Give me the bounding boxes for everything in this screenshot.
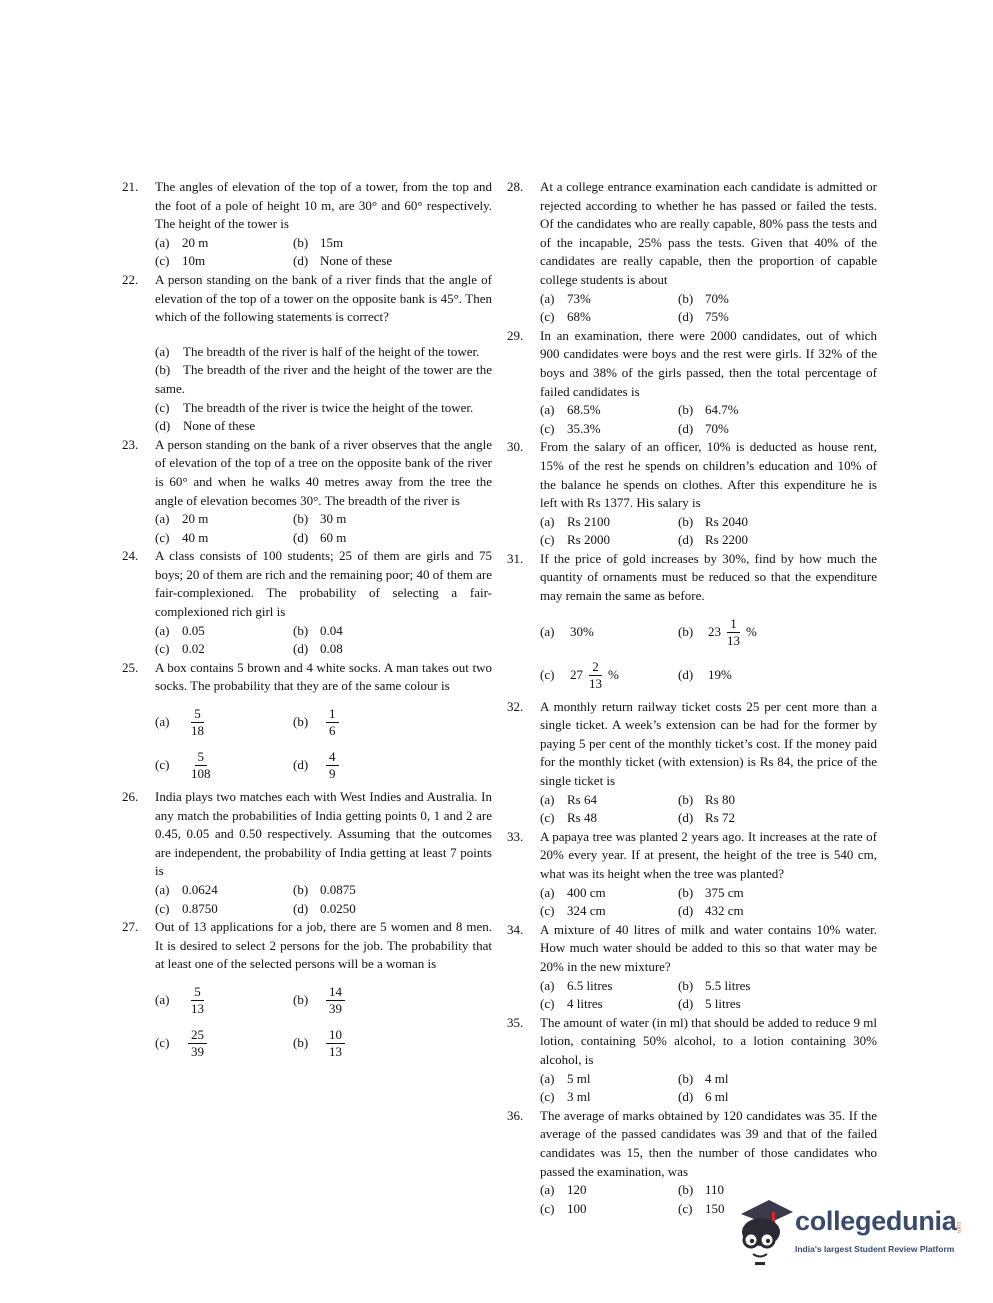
option-text: 0.0250 bbox=[320, 900, 356, 916]
option-letter: (c) bbox=[540, 420, 555, 436]
question-body bbox=[540, 698, 877, 828]
option bbox=[678, 531, 877, 550]
option-letter: (a) bbox=[540, 1182, 555, 1198]
fraction-denominator: 39 bbox=[191, 1043, 204, 1059]
options-grid bbox=[155, 234, 492, 271]
option-text: 75% bbox=[705, 309, 729, 325]
fraction-denominator: 6 bbox=[329, 723, 336, 739]
question-number: 21. bbox=[122, 179, 139, 194]
option-letter: (c) bbox=[155, 757, 170, 773]
option-letter: (b) bbox=[678, 623, 694, 639]
options-grid bbox=[540, 401, 877, 438]
option bbox=[155, 640, 293, 659]
question-30 bbox=[507, 438, 877, 550]
option-letter: (d) bbox=[293, 900, 309, 916]
option-text: 4 litres bbox=[567, 996, 603, 1012]
option-letter: (b) bbox=[678, 513, 694, 529]
option-letter: (a) bbox=[540, 402, 555, 418]
option-text: 64.7% bbox=[705, 402, 739, 418]
question-text: A person standing on the bank of a river observes that the angle of elevation of the top of a tree on the opposite bank of the river is 60° and when he walks 40 metres away from the tree the angle of elevation becomes 30°. The breadth of the river is bbox=[155, 436, 492, 508]
question-text: A class consists of 100 students; 25 of them are girls and 75 boys; 20 of them are rich and the remaining poor; 40 of them are fair-complexioned. The probability of selecting a fair-complexioned rich girl is bbox=[155, 548, 492, 620]
option bbox=[678, 401, 877, 420]
fraction-options bbox=[155, 984, 492, 1060]
question-number: 31. bbox=[507, 550, 524, 566]
question-33 bbox=[507, 828, 877, 921]
fraction-denominator: 9 bbox=[329, 766, 336, 782]
option-letter: (d) bbox=[678, 309, 694, 325]
question-body bbox=[155, 918, 492, 1060]
option-letter: (a) bbox=[155, 622, 170, 638]
fraction bbox=[326, 706, 339, 739]
option-letter: (c) bbox=[155, 900, 170, 916]
option bbox=[678, 809, 877, 828]
question-number: 28. bbox=[507, 179, 524, 194]
question-text: A monthly return railway ticket costs 25 per cent more than a single ticket. A week’s extension can be had for the former by paying 5 per cent of the monthly ticket’s cost. If the money paid for the monthly ticket (with extension) is Rs 84, the price of the single ticket is bbox=[540, 698, 877, 789]
option-letter: (c) bbox=[540, 1200, 555, 1216]
question-body bbox=[155, 271, 492, 436]
options-grid bbox=[155, 881, 492, 918]
option bbox=[540, 401, 678, 420]
question-body bbox=[540, 438, 877, 550]
option-text: Rs 48 bbox=[567, 810, 597, 826]
option-whole: 23 bbox=[708, 623, 721, 639]
option bbox=[540, 1070, 678, 1089]
option-letter: (c) bbox=[155, 641, 170, 657]
option bbox=[155, 984, 293, 1017]
option-text: 0.04 bbox=[320, 622, 343, 638]
question-body bbox=[155, 547, 492, 659]
question-text: The amount of water (in ml) that should be added to reduce 9 ml lotion, containing 50% alcohol, to a lotion containing 30% alcohol, is bbox=[540, 1014, 877, 1067]
option-letter: (d) bbox=[678, 1089, 694, 1105]
option bbox=[155, 881, 293, 900]
option-text: 4 ml bbox=[705, 1070, 729, 1086]
question-body bbox=[155, 178, 492, 271]
option-letter: (a) bbox=[155, 714, 170, 730]
option-letter: (c) bbox=[540, 903, 555, 919]
option bbox=[293, 252, 492, 271]
option-text: Rs 80 bbox=[705, 791, 735, 807]
option-letter: (c) bbox=[540, 1089, 555, 1105]
option-text: 0.02 bbox=[182, 641, 205, 657]
fraction bbox=[326, 749, 339, 782]
option-letter: (c) bbox=[678, 1200, 693, 1216]
fraction-numerator: 2 bbox=[589, 659, 602, 676]
option-letter: (a) bbox=[540, 1070, 555, 1086]
option-whole: 19% bbox=[708, 666, 732, 682]
option-text: 20 m bbox=[182, 511, 209, 527]
question-text: In an examination, there were 2000 candidates, out of which 900 candidates were boys and the rest were girls. If 32% of the boys and 38% of the girls passed, then the total percentage of failed candidates is bbox=[540, 327, 877, 399]
logo-name: collegedunia bbox=[795, 1206, 957, 1236]
option bbox=[540, 290, 678, 309]
option bbox=[540, 308, 678, 327]
mascot-icon bbox=[735, 1196, 795, 1266]
question-35 bbox=[507, 1014, 877, 1107]
option-text: 0.0875 bbox=[320, 882, 356, 897]
question-body bbox=[540, 921, 877, 1014]
option-letter: (b) bbox=[293, 714, 309, 730]
option bbox=[155, 399, 492, 418]
option-letter: (a) bbox=[155, 234, 170, 250]
fraction-numerator: 5 bbox=[191, 706, 204, 723]
option bbox=[540, 1088, 678, 1107]
option-text: 10m bbox=[182, 253, 206, 269]
option bbox=[678, 884, 877, 903]
option bbox=[540, 791, 678, 810]
question-number: 34. bbox=[507, 921, 524, 937]
option bbox=[155, 417, 492, 436]
option-letter: (a) bbox=[540, 791, 555, 807]
option-text: 68.5% bbox=[567, 402, 601, 418]
option bbox=[293, 881, 492, 900]
option-text: 5 litres bbox=[705, 996, 741, 1012]
option bbox=[540, 659, 678, 692]
left-column bbox=[122, 178, 492, 1066]
option-text: 432 cm bbox=[705, 903, 744, 919]
option bbox=[678, 1070, 877, 1089]
option-letter: (b) bbox=[293, 511, 309, 527]
question-number: 33. bbox=[507, 828, 524, 844]
option-letter: (d) bbox=[293, 253, 309, 269]
option bbox=[293, 622, 492, 641]
fraction bbox=[724, 616, 743, 649]
fraction bbox=[326, 984, 345, 1017]
question-27 bbox=[122, 918, 492, 1060]
question-number: 26. bbox=[122, 789, 139, 805]
option-letter: (d) bbox=[678, 903, 694, 919]
option bbox=[155, 252, 293, 271]
question-text: A box contains 5 brown and 4 white socks. A man takes out two socks. The probability that they are of the same colour is bbox=[155, 659, 492, 694]
option bbox=[293, 510, 492, 529]
option-letter: (d) bbox=[293, 757, 309, 773]
option-text: 120 bbox=[567, 1182, 587, 1198]
option bbox=[293, 900, 492, 919]
option bbox=[293, 749, 492, 782]
option-letter: (c) bbox=[155, 253, 170, 269]
question-21 bbox=[122, 178, 492, 271]
question-body bbox=[155, 436, 492, 548]
question-number: 35. bbox=[507, 1014, 524, 1030]
option-text: 324 cm bbox=[567, 903, 606, 919]
fraction-denominator: 13 bbox=[191, 1000, 204, 1016]
option-letter: (b) bbox=[678, 1182, 694, 1198]
options-grid bbox=[540, 1070, 877, 1107]
fraction bbox=[586, 659, 605, 692]
spacer bbox=[155, 327, 492, 343]
options-grid bbox=[155, 622, 492, 659]
option-unit: % bbox=[608, 666, 619, 682]
option-letter: (a) bbox=[155, 343, 170, 359]
option bbox=[155, 361, 492, 398]
option-text: None of these bbox=[320, 253, 393, 269]
option-letter: (d) bbox=[155, 418, 171, 434]
question-text: The average of marks obtained by 120 candidates was 35. If the average of the passed candidates was 39 and that of the failed candidates was 15, then the number of those candidates who passed the examination, was bbox=[540, 1107, 877, 1179]
option-letter: (a) bbox=[155, 992, 170, 1008]
option-text: 100 bbox=[567, 1200, 587, 1216]
option-text: 40 m bbox=[182, 529, 209, 545]
fraction bbox=[188, 984, 207, 1017]
question-number: 25. bbox=[122, 659, 139, 675]
option-letter: (b) bbox=[293, 1035, 309, 1051]
option-letter: (d) bbox=[678, 996, 694, 1012]
option-letter: (a) bbox=[540, 977, 555, 993]
option bbox=[293, 706, 492, 739]
option-unit: % bbox=[746, 623, 757, 639]
question-number: 23. bbox=[122, 436, 139, 452]
fraction-denominator: 18 bbox=[191, 723, 204, 739]
question-body bbox=[155, 788, 492, 918]
fraction-numerator: 14 bbox=[326, 984, 345, 1001]
option-letter: (a) bbox=[540, 884, 555, 900]
option-text: 0.8750 bbox=[182, 900, 218, 916]
option bbox=[678, 308, 877, 327]
question-29 bbox=[507, 327, 877, 439]
option-text: 110 bbox=[705, 1182, 725, 1198]
mixed-options bbox=[540, 616, 877, 692]
question-number: 36. bbox=[507, 1107, 524, 1123]
option-text: 6 ml bbox=[705, 1089, 729, 1105]
question-body bbox=[540, 828, 877, 921]
option-text: 30 m bbox=[320, 511, 347, 527]
option-text: 375 cm bbox=[705, 884, 744, 900]
option-letter: (b) bbox=[293, 234, 309, 250]
options-grid bbox=[540, 513, 877, 550]
option bbox=[678, 791, 877, 810]
fraction-numerator: 25 bbox=[188, 1027, 207, 1044]
option-text: Rs 2000 bbox=[567, 532, 610, 548]
option-letter: (b) bbox=[678, 1070, 694, 1086]
option-text: 20 m bbox=[182, 234, 209, 250]
question-34 bbox=[507, 921, 877, 1014]
option-text: 400 cm bbox=[567, 884, 606, 900]
option bbox=[540, 420, 678, 439]
option bbox=[678, 513, 877, 532]
fraction-numerator: 10 bbox=[326, 1027, 345, 1044]
question-body bbox=[540, 550, 877, 692]
option-letter: (c) bbox=[540, 532, 555, 548]
question-26 bbox=[122, 788, 492, 918]
options-grid bbox=[540, 977, 877, 1014]
question-text: If the price of gold increases by 30%, find by how much the quantity of ornaments must be reduced so that the expenditure may remain the same as before. bbox=[540, 550, 877, 604]
option-letter: (d) bbox=[678, 810, 694, 826]
options-grid bbox=[540, 290, 877, 327]
question-text: The angles of elevation of the top of a tower, from the top and the foot of a pole of height 10 m, are 30° and 60° respectively. The height of the tower is bbox=[155, 179, 492, 232]
option-text: 70% bbox=[705, 420, 729, 436]
option-text: The breadth of the river is half of the height of the tower. bbox=[183, 343, 480, 359]
option bbox=[540, 531, 678, 550]
fraction-numerator: 4 bbox=[326, 749, 339, 766]
option bbox=[678, 659, 877, 692]
option-letter: (a) bbox=[540, 513, 555, 529]
option-letter: (a) bbox=[540, 290, 555, 306]
option bbox=[678, 420, 877, 439]
question-text: At a college entrance examination each candidate is admitted or rejected according to whether he has passed or failed the tests. Of the candidates who are really capable, 80% pass the tests and of the incapable, 25% pass the tests. Given that 40% of the candidates are really capable, then the proportion of capable college students is about bbox=[540, 179, 877, 287]
fraction bbox=[188, 749, 214, 782]
option-letter: (b) bbox=[678, 402, 694, 418]
fraction-numerator: 1 bbox=[727, 616, 740, 633]
question-number: 22. bbox=[122, 271, 139, 287]
option bbox=[155, 529, 293, 548]
option bbox=[155, 234, 293, 253]
option-text: None of these bbox=[183, 418, 256, 434]
option-letter: (d) bbox=[293, 641, 309, 657]
option bbox=[540, 1200, 678, 1219]
option-letter: (b) bbox=[155, 362, 171, 378]
option-letter: (c) bbox=[540, 309, 555, 325]
option-letter: (b) bbox=[293, 992, 309, 1008]
option-text: The breadth of the river and the height of the tower are the same. bbox=[155, 362, 492, 396]
option-text: 73% bbox=[567, 290, 591, 306]
option bbox=[155, 749, 293, 782]
option bbox=[293, 984, 492, 1017]
option-text: 70% bbox=[705, 290, 729, 306]
option bbox=[540, 977, 678, 996]
option bbox=[540, 513, 678, 532]
option-text: 6.5 litres bbox=[567, 977, 613, 993]
question-text: From the salary of an officer, 10% is deducted as house rent, 15% of the rest he spends on children’s education and 10% of the balance he spends on clothes. After this expenditure he is left with Rs 1377. His salary is bbox=[540, 439, 877, 511]
option bbox=[155, 510, 293, 529]
option-letter: (c) bbox=[540, 666, 555, 682]
option bbox=[155, 622, 293, 641]
option-letter: (a) bbox=[155, 511, 170, 527]
question-number: 32. bbox=[507, 698, 524, 714]
option bbox=[678, 995, 877, 1014]
logo-suffix: .com bbox=[955, 1220, 961, 1234]
option bbox=[678, 616, 877, 649]
option bbox=[293, 529, 492, 548]
collegedunia-logo bbox=[735, 1196, 965, 1266]
option-letter: (d) bbox=[678, 532, 694, 548]
question-number: 24. bbox=[122, 548, 139, 564]
option-text: Rs 2100 bbox=[567, 513, 610, 529]
option bbox=[540, 902, 678, 921]
option bbox=[540, 884, 678, 903]
option bbox=[293, 1027, 492, 1060]
option-text: Rs 64 bbox=[567, 791, 597, 807]
option-text: 150 bbox=[705, 1200, 725, 1216]
option bbox=[293, 234, 492, 253]
option-text: 15m bbox=[320, 234, 344, 250]
option-letter: (c) bbox=[155, 399, 170, 415]
question-body bbox=[540, 178, 877, 327]
option bbox=[155, 900, 293, 919]
option-letter: (b) bbox=[678, 977, 694, 993]
option-letter: (b) bbox=[293, 882, 309, 897]
fraction bbox=[188, 706, 207, 739]
option bbox=[540, 809, 678, 828]
fraction-numerator: 1 bbox=[326, 706, 339, 723]
question-text: Out of 13 applications for a job, there are 5 women and 8 men. It is desired to select 2 persons for the job. The probability that at least one of the selected persons will be a woman is bbox=[155, 919, 492, 972]
option-text: 60 m bbox=[320, 529, 347, 545]
question-28 bbox=[507, 178, 877, 327]
question-number: 29. bbox=[507, 327, 524, 343]
option-text: The breadth of the river is twice the height of the tower. bbox=[183, 399, 474, 415]
logo-tagline: India's largest Student Review Platform bbox=[795, 1244, 955, 1254]
question-body bbox=[155, 659, 492, 782]
question-body bbox=[540, 327, 877, 439]
option-letter: (c) bbox=[540, 810, 555, 826]
option-text: 35.3% bbox=[567, 420, 601, 436]
option bbox=[540, 616, 678, 649]
option-text: 5.5 litres bbox=[705, 977, 751, 993]
question-number: 30. bbox=[507, 439, 524, 455]
fraction-denominator: 39 bbox=[329, 1000, 342, 1016]
options-grid bbox=[540, 791, 877, 828]
fraction-denominator: 108 bbox=[191, 766, 211, 782]
question-text: A papaya tree was planted 2 years ago. It increases at the rate of 20% every year. If at present, the height of the tree is 540 cm, what was its height when the tree was planted? bbox=[540, 828, 877, 881]
right-column bbox=[507, 178, 877, 1218]
option-letter: (d) bbox=[293, 529, 309, 545]
question-32 bbox=[507, 698, 877, 828]
option bbox=[678, 902, 877, 921]
options-grid bbox=[155, 510, 492, 547]
question-text: A mixture of 40 litres of milk and water contains 10% water. How much water should be added to this so that water may be 20% in the new mixture? bbox=[540, 921, 877, 974]
fraction-denominator: 13 bbox=[589, 675, 602, 691]
fraction-numerator: 5 bbox=[191, 984, 204, 1001]
option-text: Rs 72 bbox=[705, 810, 735, 826]
option-letter: (c) bbox=[155, 1035, 170, 1051]
option-text: Rs 2040 bbox=[705, 513, 748, 529]
option-text: 0.08 bbox=[320, 641, 343, 657]
option-letter: (d) bbox=[678, 420, 694, 436]
option-text: 3 ml bbox=[567, 1089, 591, 1105]
option-letter: (b) bbox=[678, 290, 694, 306]
question-number: 27. bbox=[122, 919, 139, 935]
option bbox=[155, 706, 293, 739]
option-text: 5 ml bbox=[567, 1070, 591, 1086]
option-letter: (a) bbox=[155, 882, 170, 897]
option-text: 68% bbox=[567, 309, 591, 325]
question-31 bbox=[507, 550, 877, 692]
question-text: A person standing on the bank of a river finds that the angle of elevation of the top of a tower on the opposite bank is 45°. Then which of the following statements is correct? bbox=[155, 271, 492, 325]
option-text: 0.0624 bbox=[182, 882, 218, 897]
option-letter: (d) bbox=[678, 666, 694, 682]
option-letter: (a) bbox=[540, 623, 555, 639]
fraction-denominator: 13 bbox=[329, 1043, 342, 1059]
option-text: Rs 2200 bbox=[705, 532, 748, 548]
fraction-options bbox=[155, 706, 492, 782]
fraction-denominator: 13 bbox=[727, 632, 740, 648]
question-25 bbox=[122, 659, 492, 782]
option-letter: (b) bbox=[678, 884, 694, 900]
option-letter: (b) bbox=[293, 622, 309, 638]
option bbox=[155, 1027, 293, 1060]
option bbox=[678, 977, 877, 996]
fraction-numerator: 5 bbox=[195, 749, 208, 766]
option bbox=[293, 640, 492, 659]
option bbox=[155, 343, 492, 362]
question-text: India plays two matches each with West Indies and Australia. In any match the probabilities of India getting points 0, 1 and 2 are 0.45, 0.05 and 0.50 respectively. Assuming that the outcomes are independent, the probability of India getting at least 7 points is bbox=[155, 789, 492, 879]
question-body bbox=[540, 1014, 877, 1107]
option bbox=[678, 1088, 877, 1107]
option-text: 0.05 bbox=[182, 622, 205, 638]
option-letter: (b) bbox=[678, 791, 694, 807]
option-letter: (c) bbox=[155, 529, 170, 545]
question-24 bbox=[122, 547, 492, 659]
question-23 bbox=[122, 436, 492, 548]
options-grid bbox=[540, 884, 877, 921]
option-letter: (c) bbox=[540, 996, 555, 1012]
fraction bbox=[326, 1027, 345, 1060]
option bbox=[540, 995, 678, 1014]
option-whole: 30% bbox=[570, 623, 594, 639]
fraction bbox=[188, 1027, 207, 1060]
option-whole: 27 bbox=[570, 666, 583, 682]
question-22 bbox=[122, 271, 492, 436]
option bbox=[678, 290, 877, 309]
option bbox=[540, 1181, 678, 1200]
